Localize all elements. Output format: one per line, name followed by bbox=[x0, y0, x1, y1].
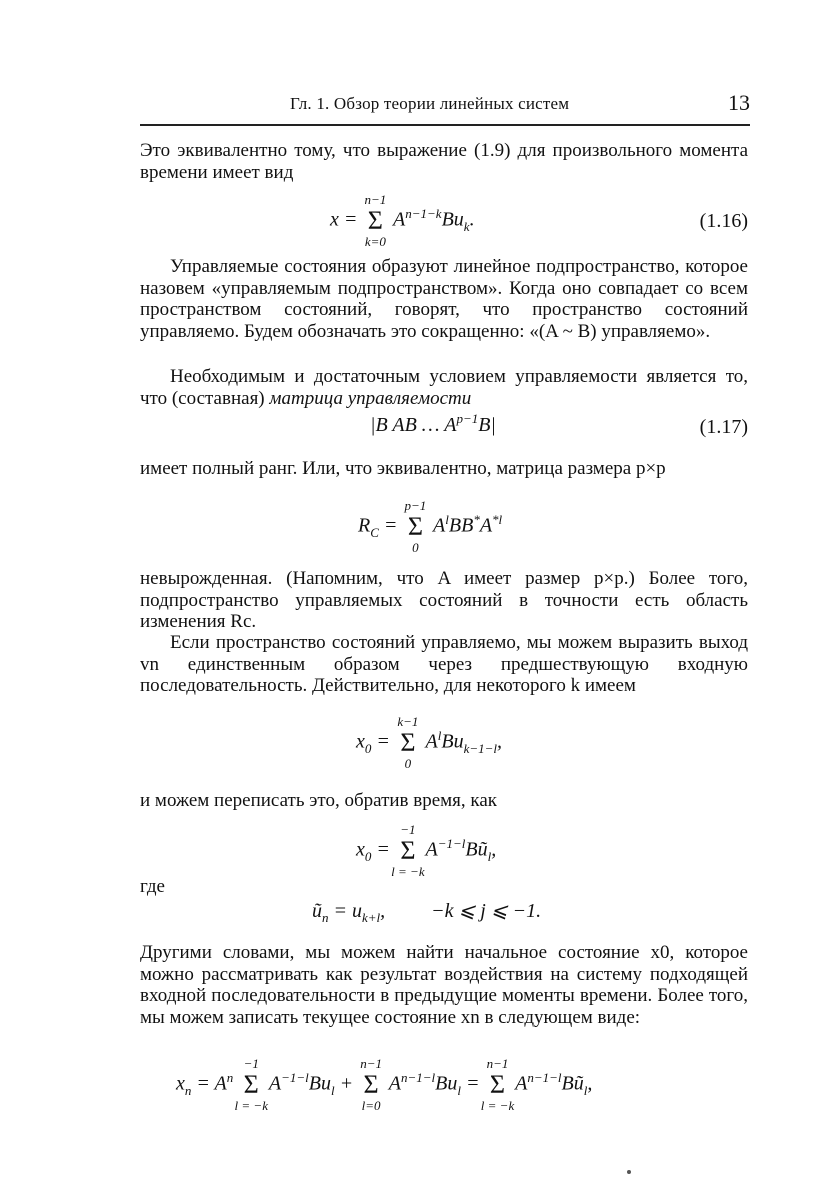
equation-1-17: |B AB … $A^{p-1}B|$ bbox=[370, 411, 496, 436]
equation-x0: $x_0$ = k−1 Σ 0 $A^lBu_{k-1-l}$, bbox=[356, 714, 503, 771]
sum-symbol: k−1 Σ 0 bbox=[397, 714, 419, 771]
sum-symbol: n−1 Σ k=0 bbox=[364, 192, 387, 249]
italic-term: матрица управляемости bbox=[269, 387, 472, 409]
equation-rc: $R_C$ = p−1 Σ 0 $A^lBB^*A^{*l}$ bbox=[358, 498, 503, 555]
eq-lhs: x = bbox=[330, 208, 358, 231]
paragraph-5: невырожденная. (Напомним, что A имеет размер p×p.) Более того, подпространство управляемых состояний в точности есть область изменения Rc. bbox=[140, 568, 748, 633]
equation-u-tilde: $ũ_n = u_{k+l}$, −k ⩽ j ⩽ −1. bbox=[312, 900, 542, 925]
paragraph-7: и можем переписать это, обратив время, как bbox=[140, 790, 498, 811]
paragraph-9: Другими словами, мы можем найти начальное состояние x0, которое можно рассматривать как результат воздействия на систему подходящей входной последовательности в предыдущие моменты времени. Более того, мы можем записать текущее состояние xn в следующем виде: bbox=[140, 942, 748, 1028]
paragraph-4: имеет полный ранг. Или, что эквивалентно, матрица размера p×p bbox=[140, 458, 666, 479]
equation-1-16: x = n−1 Σ k=0 $A^{n-1-k}Bu_k$. bbox=[330, 192, 475, 249]
ink-speck bbox=[627, 1170, 631, 1174]
equation-number-1-17: (1.17) bbox=[699, 416, 748, 438]
paragraph-2: Управляемые состояния образуют линейное подпространство, которое назовем «управляемым подпространством». Когда оно совпадает со всем пространством состояний, говорят, что пространство состояний управляемо. Будем обозначать это сокращенно: «(A ~ B) управляемо». bbox=[140, 256, 748, 342]
sum-symbol: −1 Σ l = −k bbox=[391, 822, 425, 879]
equation-xn: $x_n = A^n$ −1 Σ l = −k $A^{-1-l}Bu_l$ + n−1 Σ l=0 $A^{n-1-l}Bu_l$ = n−1 Σ l = −k $A^{n-1-l}Bũ_l$, bbox=[176, 1056, 593, 1113]
sum-symbol: p−1 Σ 0 bbox=[404, 498, 427, 555]
equation-number-1-16: (1.16) bbox=[699, 210, 748, 232]
equation-x0-reversed: $x_0$ = −1 Σ l = −k $A^{-1-l}Bũ_l$, bbox=[356, 822, 497, 879]
page-number: 13 bbox=[728, 90, 750, 115]
paragraph-1: Это эквивалентно тому, что выражение (1.9) для произвольного момента времени имеет вид bbox=[140, 140, 748, 183]
paragraph-8: где bbox=[140, 876, 165, 897]
sum-symbol: −1 Σ l = −k bbox=[234, 1056, 268, 1113]
sum-symbol: n−1 Σ l = −k bbox=[480, 1056, 515, 1113]
page-header bbox=[140, 92, 750, 126]
paragraph-6: Если пространство состояний управляемо, мы можем выразить выход vn единственным образом через предшествующую входную последовательность. Действительно, для некоторого k имеем bbox=[140, 632, 748, 697]
paragraph-3: Необходимым и достаточным условием управляемости является то, что (составная) матрица управляемости bbox=[140, 366, 748, 409]
running-title: Гл. 1. Обзор теории линейных систем bbox=[290, 94, 570, 113]
sum-symbol: n−1 Σ l=0 bbox=[360, 1056, 383, 1113]
